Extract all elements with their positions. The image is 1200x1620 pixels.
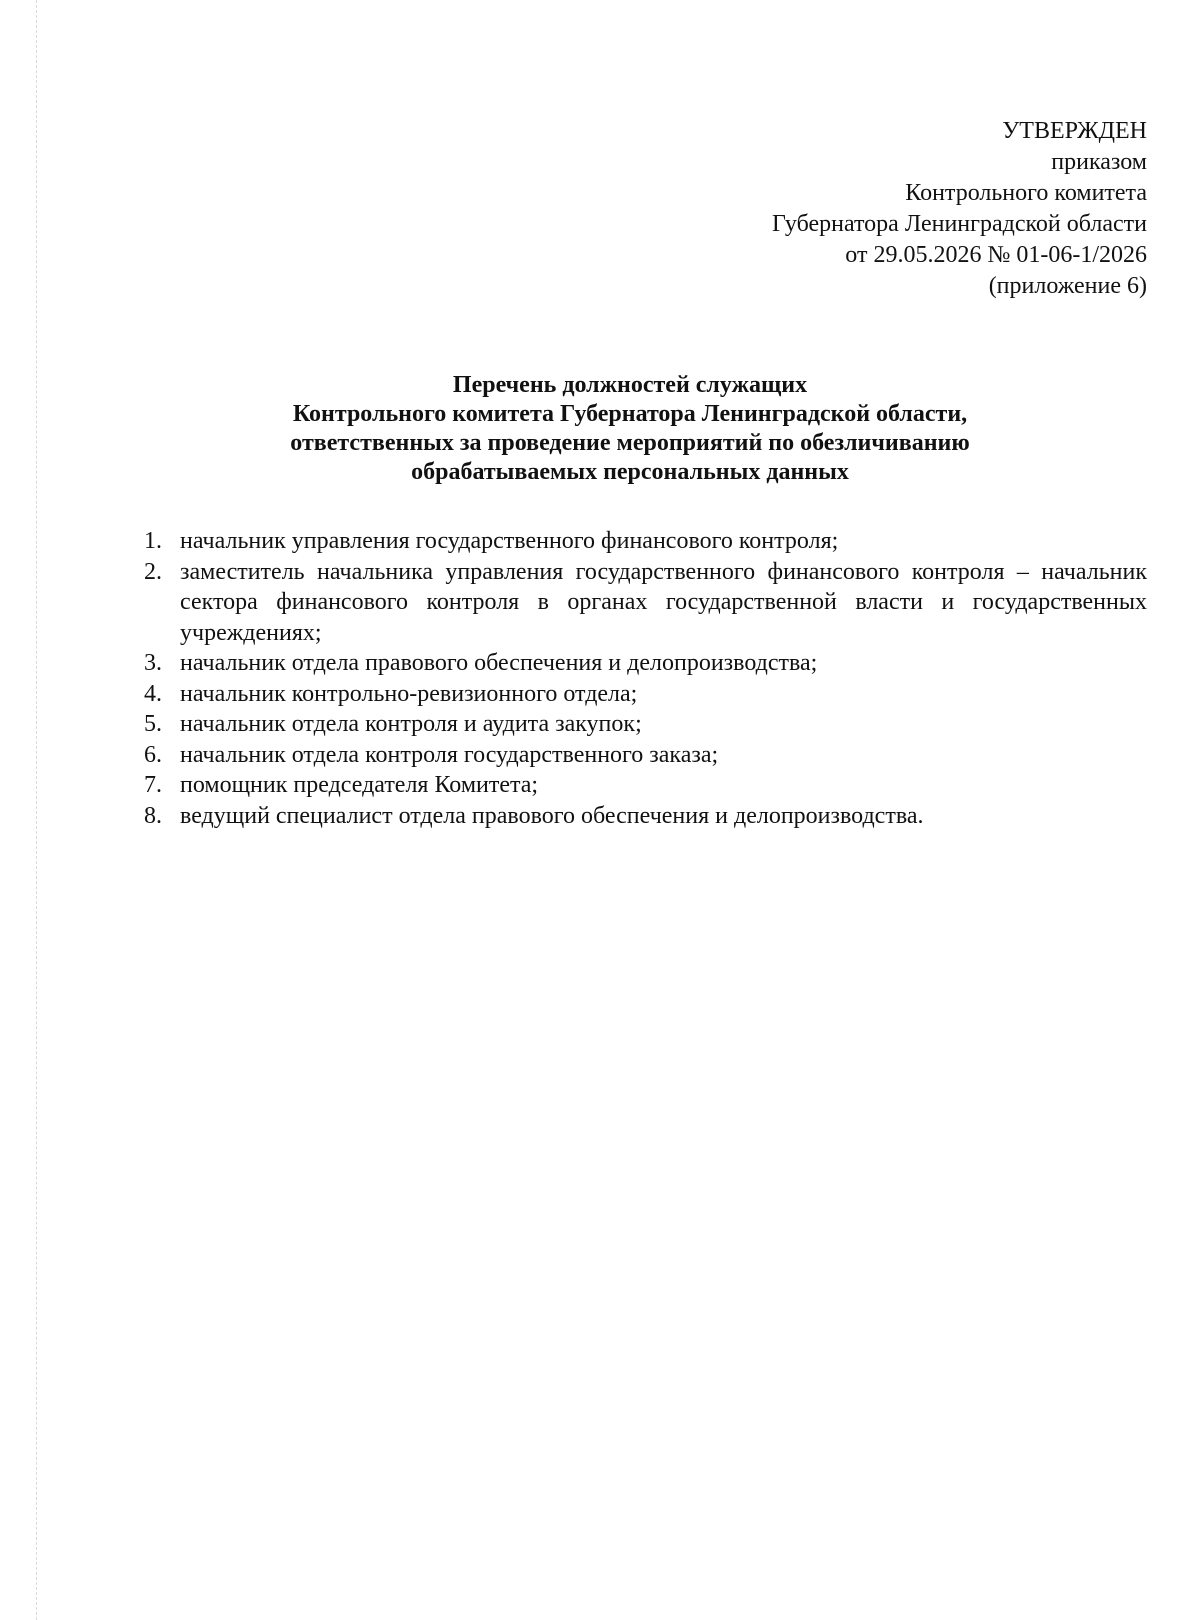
list-item [144,648,1147,679]
positions-list [144,526,1147,831]
list-item-text: начальник отдела контроля государственного заказа; [180,741,719,768]
list-item [144,679,1147,710]
list-item [144,801,1147,832]
list-item-text: начальник управления государственного финансового контроля; [180,528,839,554]
approval-committee: Контрольного комитета [905,180,1147,206]
list-item-text: начальник отдела правового обеспечения и делопроизводства; [180,650,818,676]
title-line: обрабатываемых персональных данных [411,459,849,485]
approval-appendix: (приложение 6) [988,273,1147,299]
list-item-text: заместитель начальника управления государственного финансового контроля – начальник сектора финансового контроля в органах государственной власти и государственных учреждениях; [180,558,1147,646]
approval-order-label: приказом [1051,149,1147,175]
list-item-number: 1. [144,528,162,554]
list-item [144,526,1147,557]
approval-order-number: от 29.05.2026 № 01-06-1/2026 [845,242,1147,268]
list-item-number: 7. [144,772,162,798]
list-item-number: 5. [144,711,162,737]
approval-block [587,116,1147,302]
list-item-number: 6. [144,741,162,768]
list-item-number: 3. [144,650,162,676]
list-item [144,770,1147,801]
list-item-text: ведущий специалист отдела правового обеспечения и делопроизводства. [180,802,924,829]
list-item [144,740,1147,771]
document-title [150,371,1110,487]
approval-status: УТВЕРЖДЕН [1002,118,1147,144]
approval-governor: Губернатора Ленинградской области [771,211,1147,237]
list-item-text: начальник отдела контроля и аудита закупок; [180,711,642,737]
list-item-number: 2. [144,558,162,585]
list-item [144,709,1147,740]
scan-edge-line [36,0,37,1620]
list-item-number: 8. [144,802,162,829]
list-item [144,557,1147,649]
list-item-text: помощник председателя Комитета; [180,772,539,798]
title-line: Контрольного комитета Губернатора Ленинградской области, [292,401,968,427]
list-item-text: начальник контрольно-ревизионного отдела; [180,680,638,707]
title-line: Перечень должностей служащих [452,372,808,398]
title-line: ответственных за проведение мероприятий по обезличиванию [290,430,970,456]
list-item-number: 4. [144,680,162,707]
